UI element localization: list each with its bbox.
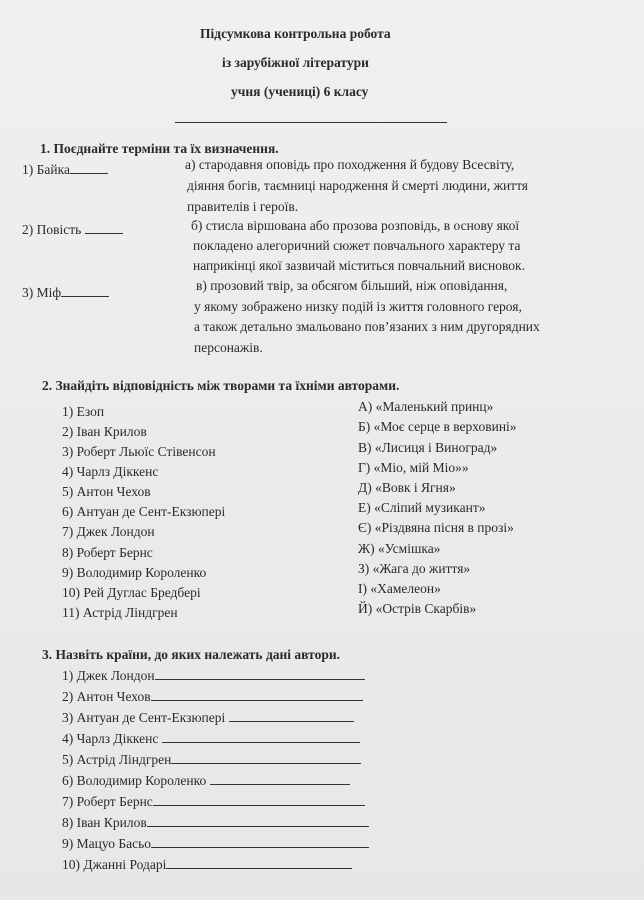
country-blank[interactable] (151, 689, 363, 701)
author-name: 2) Антон Чехов (62, 689, 151, 704)
answer-blank[interactable] (85, 222, 123, 234)
answer-blank[interactable] (70, 162, 108, 174)
country-row (62, 794, 365, 810)
author-name: 4) Чарлз Діккенс (62, 731, 159, 746)
country-row (62, 815, 369, 831)
author-item: 3) Роберт Льюїс Стівенсон (62, 444, 216, 459)
work-item: А) «Маленький принц» (358, 399, 494, 414)
author-item: 2) Іван Крилов (62, 424, 147, 439)
country-row (62, 731, 360, 747)
author-item: 6) Антуан де Сент-Екзюпері (62, 504, 226, 519)
definition-line: в) прозовий твір, за обсягом більший, ніж оповідання, (196, 278, 508, 293)
term-row (22, 222, 123, 238)
author-item: 1) Езоп (62, 404, 105, 419)
author-name: 6) Володимир Короленко (62, 773, 207, 788)
country-row (62, 668, 365, 684)
country-blank[interactable] (153, 794, 365, 806)
definition-line: покладено алегоричний сюжет повчального характеру та (193, 238, 521, 253)
country-blank[interactable] (210, 773, 350, 785)
work-item: В) «Лисиця і Виноград» (358, 440, 498, 455)
definition-line: у якому зображено низку подій із життя головного героя, (194, 299, 522, 314)
definition-line: діяння богів, таємниці народження й смерті людини, життя (187, 178, 528, 193)
definition-line: б) стисла віршована або прозова розповідь, в основу якої (191, 218, 520, 233)
term-row (22, 285, 109, 301)
author-item: 7) Джек Лондон (62, 524, 155, 539)
term-label: 1) Байка (22, 162, 70, 177)
author-name: 10) Джанні Родарі (62, 857, 167, 872)
author-name: 7) Роберт Бернс (62, 794, 153, 809)
author-name: 1) Джек Лондон (62, 668, 155, 683)
definition-line: а також детально змальовано пов’язаних з ним другорядних (194, 319, 540, 334)
task2-title: 2. Знайдіть відповідність між творами та їхніми авторами. (42, 378, 400, 393)
definition-line: правителів і героїв. (187, 199, 299, 214)
definition-line: а) стародавня оповідь про походження й будову Всесвіту, (185, 157, 515, 172)
author-name: 3) Антуан де Сент-Екзюпері (62, 710, 226, 725)
author-item: 9) Володимир Короленко (62, 565, 207, 580)
country-blank[interactable] (171, 752, 361, 764)
author-item: 10) Рей Дуглас Бредбері (62, 585, 201, 600)
country-row (62, 710, 354, 726)
student-name-line[interactable] (175, 122, 447, 123)
task1-title: 1. Поєднайте терміни та їх визначення. (40, 141, 279, 156)
author-name: 9) Мацуо Басьо (62, 836, 152, 851)
work-item: І) «Хамелеон» (358, 581, 441, 596)
task3-title: 3. Назвіть країни, до яких належать дані автори. (42, 647, 340, 662)
country-row (62, 773, 350, 789)
work-item: Ж) «Усмішка» (358, 541, 441, 556)
country-row (62, 752, 361, 768)
author-item: 8) Роберт Бернс (62, 545, 153, 560)
author-name: 5) Астрід Ліндгрен (62, 752, 172, 767)
term-label: 2) Повість (22, 222, 82, 237)
work-item: Г) «Міо, мій Міо»» (358, 460, 469, 475)
header-student-class: учня (учениці) 6 класу (231, 84, 369, 99)
country-blank[interactable] (166, 857, 352, 869)
country-row (62, 857, 352, 873)
country-blank[interactable] (151, 836, 369, 848)
work-item: З) «Жага до життя» (358, 561, 471, 576)
work-item: Е) «Сліпий музикант» (358, 500, 486, 515)
definition-line: персонажів. (194, 340, 263, 355)
header-subject: із зарубіжної літератури (222, 55, 369, 70)
country-blank[interactable] (229, 710, 354, 722)
answer-blank[interactable] (61, 285, 109, 297)
work-item: Б) «Моє серце в верховині» (358, 419, 517, 434)
country-row (62, 836, 369, 852)
author-name: 8) Іван Крилов (62, 815, 147, 830)
author-item: 4) Чарлз Діккенс (62, 464, 159, 479)
country-blank[interactable] (147, 815, 369, 827)
definition-line: наприкінці якої зазвичай міститься повчальний висновок. (193, 258, 525, 273)
work-item: Й) «Острів Скарбів» (358, 601, 477, 616)
header-title: Підсумкова контрольна робота (200, 26, 391, 41)
country-blank[interactable] (155, 668, 365, 680)
work-item: Д) «Вовк і Ягня» (358, 480, 456, 495)
term-label: 3) Міф (22, 285, 62, 300)
author-item: 11) Астрід Ліндгрен (62, 605, 178, 620)
term-row (22, 162, 108, 178)
country-row (62, 689, 363, 705)
work-item: Є) «Різдвяна пісня в прозі» (358, 520, 514, 535)
country-blank[interactable] (162, 731, 360, 743)
author-item: 5) Антон Чехов (62, 484, 151, 499)
